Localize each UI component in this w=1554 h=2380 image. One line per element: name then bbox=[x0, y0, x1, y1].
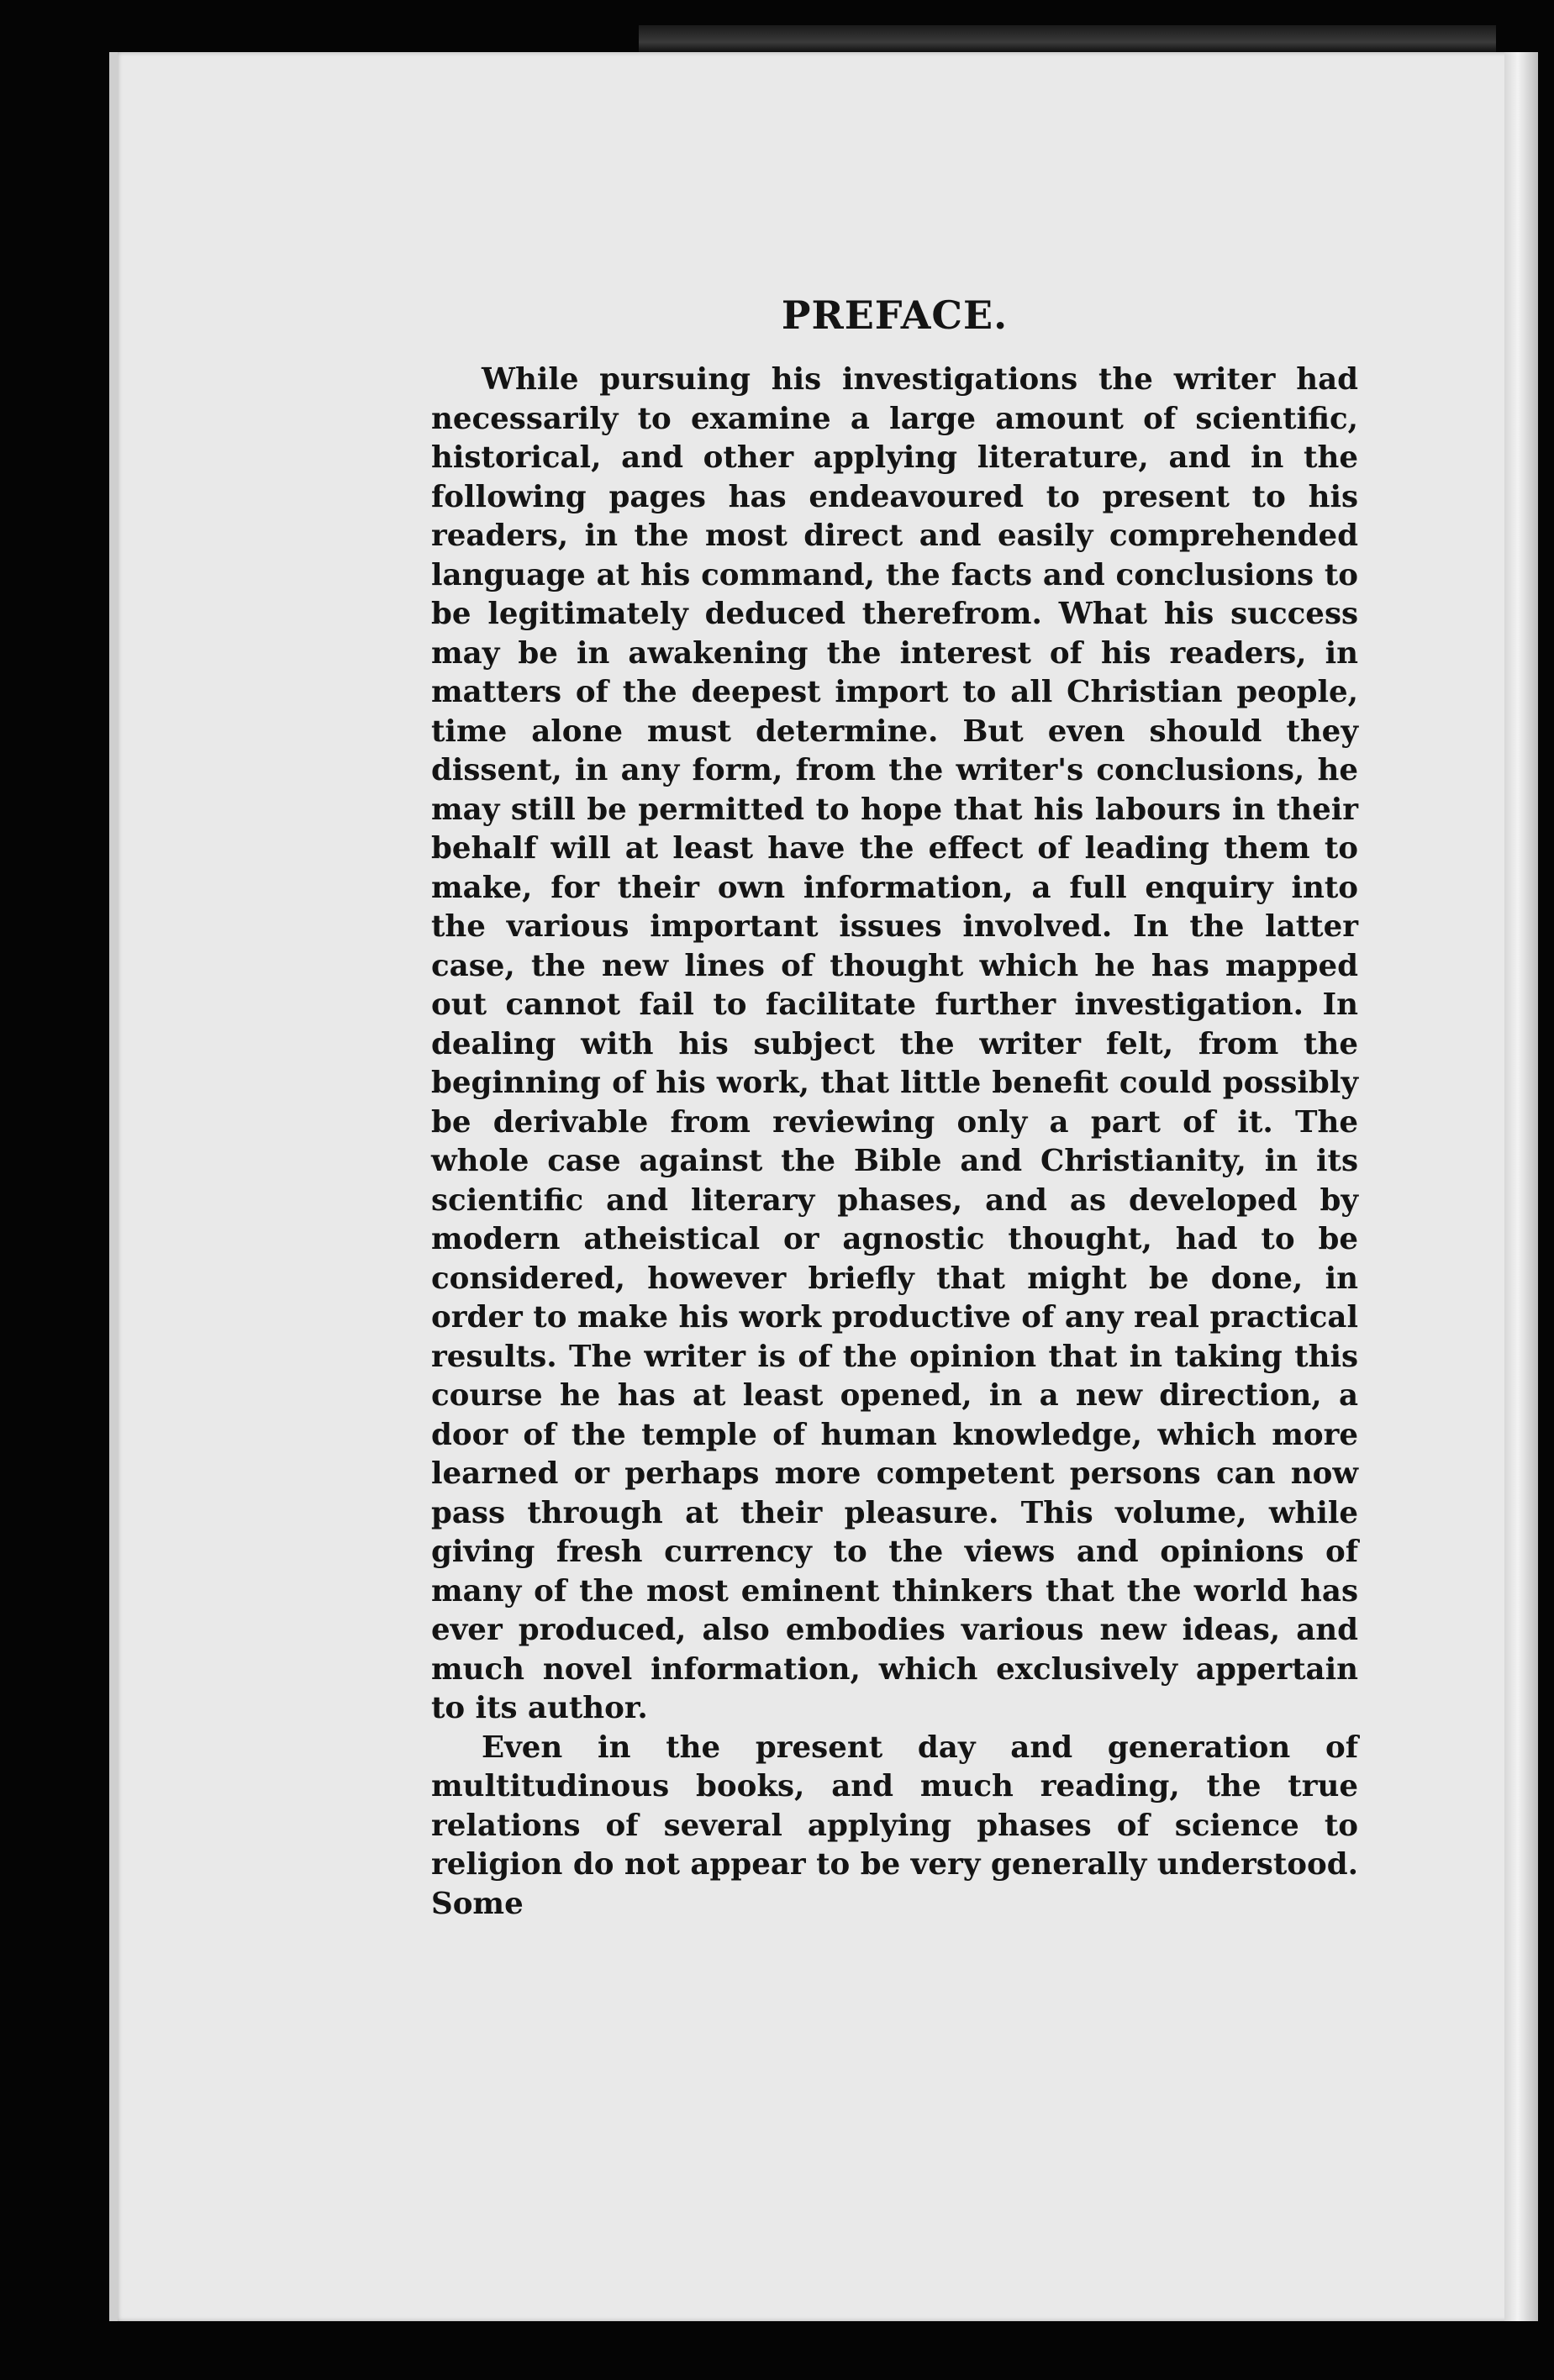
paragraph-2: Even in the present day and generation of multitudinous books, and much reading, the true relations of several applying phases of science to religion do not appear to be very generally understood. Some bbox=[431, 1730, 1358, 1921]
page-right-edge bbox=[1504, 52, 1538, 2321]
book-top-edge bbox=[639, 25, 1496, 54]
paragraph-1: While pursuing his investigations the writer had necessarily to examine a large amount of scientific, historical, and other applying literature, and in the following pages has endeavoured to present to his readers, in the most direct and easily comprehended language at his command, the facts and conclusions to be legitimately deduced therefrom. What his success may be in awakening the interest of his readers, in matters of the deepest import to all Christian people, time alone must determine. But even should they dissent, in any form, from the writer's conclusions, he may still be permitted to hope that his labours in their behalf will at least have the effect of leading them to make, for their own information, a full enquiry into the various important issues involved. In the latter case, the new lines of thought which he has mapped out cannot fail to facilitate further investigation. In dealing with his subject the writer felt, from the beginning of his work, that little benefit could possibly be derivable from reviewing only a part of it. The whole case against the Bible and Christianity, in its scientific and literary phases, and as developed by modern atheistical or agnostic thought, had to be considered, however briefly that might be done, in order to make his work productive of any real practical results. The writer is of the opinion that in taking this course he has at least opened, in a new direction, a door of the temple of human knowledge, which more learned or perhaps more competent persons can now pass through at their pleasure. This volume, while giving fresh currency to the views and opinions of many of the most eminent thinkers that the world has ever produced, also embodies various new ideas, and much novel information, which exclusively appertain to its author. bbox=[431, 362, 1358, 1725]
page-heading: PREFACE. bbox=[781, 292, 1009, 338]
page-text bbox=[431, 290, 1358, 1924]
